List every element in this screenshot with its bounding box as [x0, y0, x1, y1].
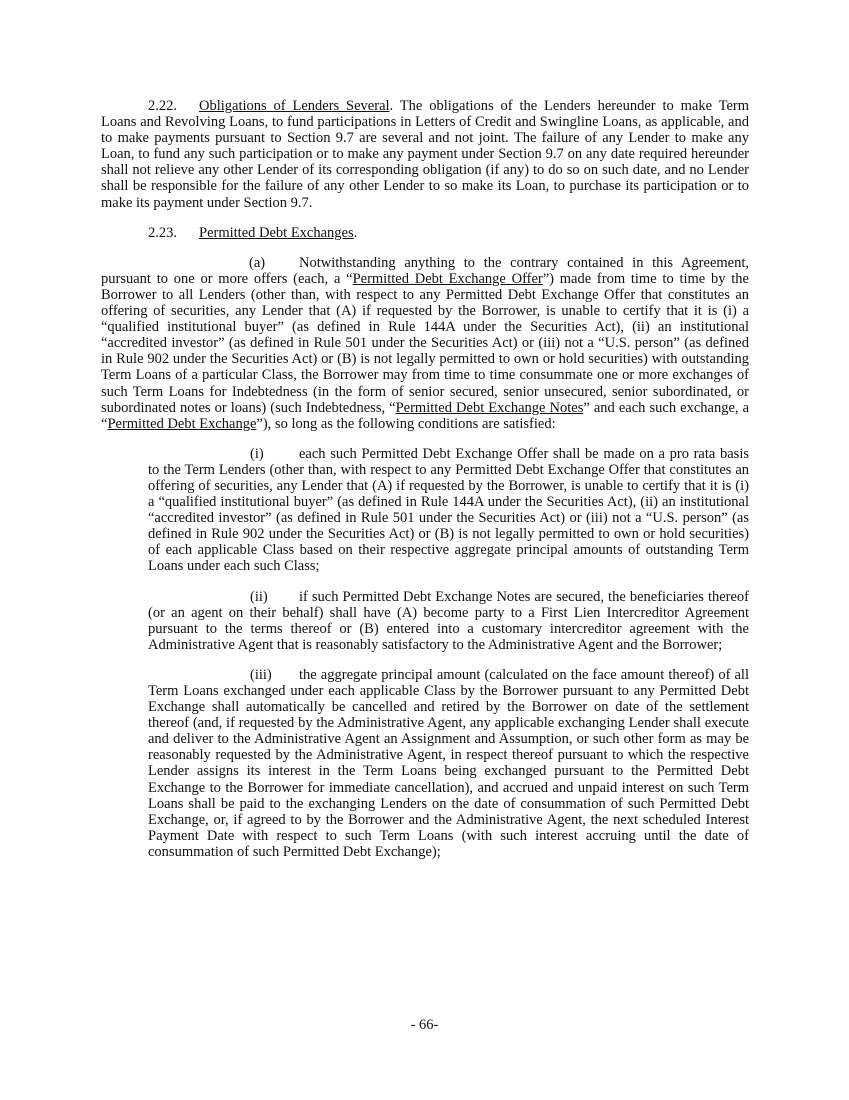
section-number: 2.22.: [148, 98, 177, 114]
clause-text: ”) made from time to time by the Borrower to all Lenders (other than, with respect to any Permitted Debt Exchange Offer that constitutes an offering of securities, any Lender that (A) if requested by the Borrower, is unable to certify that it is (i) a “qualified institutional buyer” (as defined in Rule 144A under the Securities Act), (ii) an institutional “accredited investor” (as defined in Rule 501 under the Securities Act) or (iii) not a “U.S. person” (as defined in Rule 902 under the Securities Act) or (B) is not legally permitted to own or hold securities) with outstanding Term Loans of a particular Class, the Borrower may from time to time consummate one or more exchanges of such Term Loans for Indebtedness (in the form of senior secured, senior unsecured, senior subordinated, or subordinated notes or loans) (such Indebtedness, “: [101, 270, 749, 416]
section-heading: Obligations of Lenders Several: [199, 98, 390, 114]
subclause-text: the aggregate principal amount (calculated on the face amount thereof) of all Term Loans exchanged under each applicable Class by the Borrower pursuant to any Permitted Debt Exchange shall automatically be cancelled and retired by the Borrower on date of the settlement thereof (and, if requested by the Administrative Agent, any applicable exchanging Lender shall execute and deliver to the Administrative Agent an Assignment and Assumption, or such other form as may be reasonably requested by the Administrative Agent, in respect thereof pursuant to which the respective Lender assigns its interest in the Term Loans being exchanged pursuant to the Permitted Debt Exchange to the Borrower for immediate cancellation), and accrued and unpaid interest on such Term Loans shall be paid to the exchanging Lenders on the date of consummation of such Permitted Debt Exchange, or, if agreed to by the Borrower and the Administrative Agent, the next scheduled Interest Payment Date with respect to such Term Loans (with such interest accruing until the date of consummation of such Permitted Debt Exchange);: [148, 666, 749, 860]
defined-term: Permitted Debt Exchange Offer: [352, 270, 543, 287]
clause-text: Notwithstanding anything to the contrary contained in this Agreement, pursuant to one or more offers (each, a “: [101, 254, 749, 287]
subclause-label: (iii): [250, 666, 272, 683]
section-text: . The obligations of the Lenders hereunder to make Term Loans and Revolving Loans, to fund participations in Letters of Credit and Swingline Loans, as applicable, and to make payments pursuant to Section 9.7 are several and not joint. The failure of any Lender to make any Loan, to fund any such participation or to make any payment under Section 9.7 on any date required hereunder shall not relieve any other Lender of its corresponding obligation (if any) to do so on such date, and no Lender shall be responsible for the failure of any other Lender to so make its Loan, to purchase its participation or to make its payment under Section 9.7.: [101, 98, 749, 211]
subclause-label: (i): [250, 445, 264, 462]
section-heading: Permitted Debt Exchanges: [199, 224, 354, 241]
document-page: [101, 98, 749, 874]
subclause-text: each such Permitted Debt Exchange Offer shall be made on a pro rata basis to the Term Lenders (other than, with respect to any Permitted Debt Exchange Offer that constitutes an offering of securities, any Lender that (A) if requested by the Borrower, is unable to certify that it is (i) a “qualified institutional buyer” (as defined in Rule 144A under the Securities Act), (ii) an institutional “accredited investor” (as defined in Rule 501 under the Securities Act) or (iii) not a “U.S. person” (as defined in Rule 902 under the Securities Act) or (B) is not legally permitted to own or hold securities) of each applicable Class based on their respective aggregate principal amounts of outstanding Term Loans under each such Class;: [148, 445, 749, 575]
subclause-iii: [148, 667, 749, 860]
section-number: 2.23.: [148, 224, 177, 241]
clause-text: ” and each such exchange, a “: [101, 399, 750, 432]
section-heading-period: .: [353, 224, 358, 241]
clause-a: [101, 255, 749, 432]
defined-term: Permitted Debt Exchange: [107, 415, 257, 432]
section-2-22: [101, 98, 749, 211]
page-number: - 66-: [410, 1017, 439, 1033]
clause-text: ”), so long as the following conditions are satisfied:: [256, 415, 556, 432]
subclause-text: if such Permitted Debt Exchange Notes are secured, the beneficiaries thereof (or an agent on their behalf) shall have (A) become party to a First Lien Intercreditor Agreement pursuant to the terms thereof or (B) entered into a customary intercreditor agreement with the Administrative Agent that is reasonably satisfactory to the Administrative Agent and the Borrower;: [148, 588, 749, 653]
subclause-ii: [148, 589, 749, 653]
subclause-label: (ii): [250, 588, 268, 605]
section-2-23-heading: [101, 225, 749, 241]
subclause-i: [148, 446, 749, 575]
clause-label: (a): [249, 254, 266, 271]
defined-term: Permitted Debt Exchange Notes: [395, 399, 584, 416]
